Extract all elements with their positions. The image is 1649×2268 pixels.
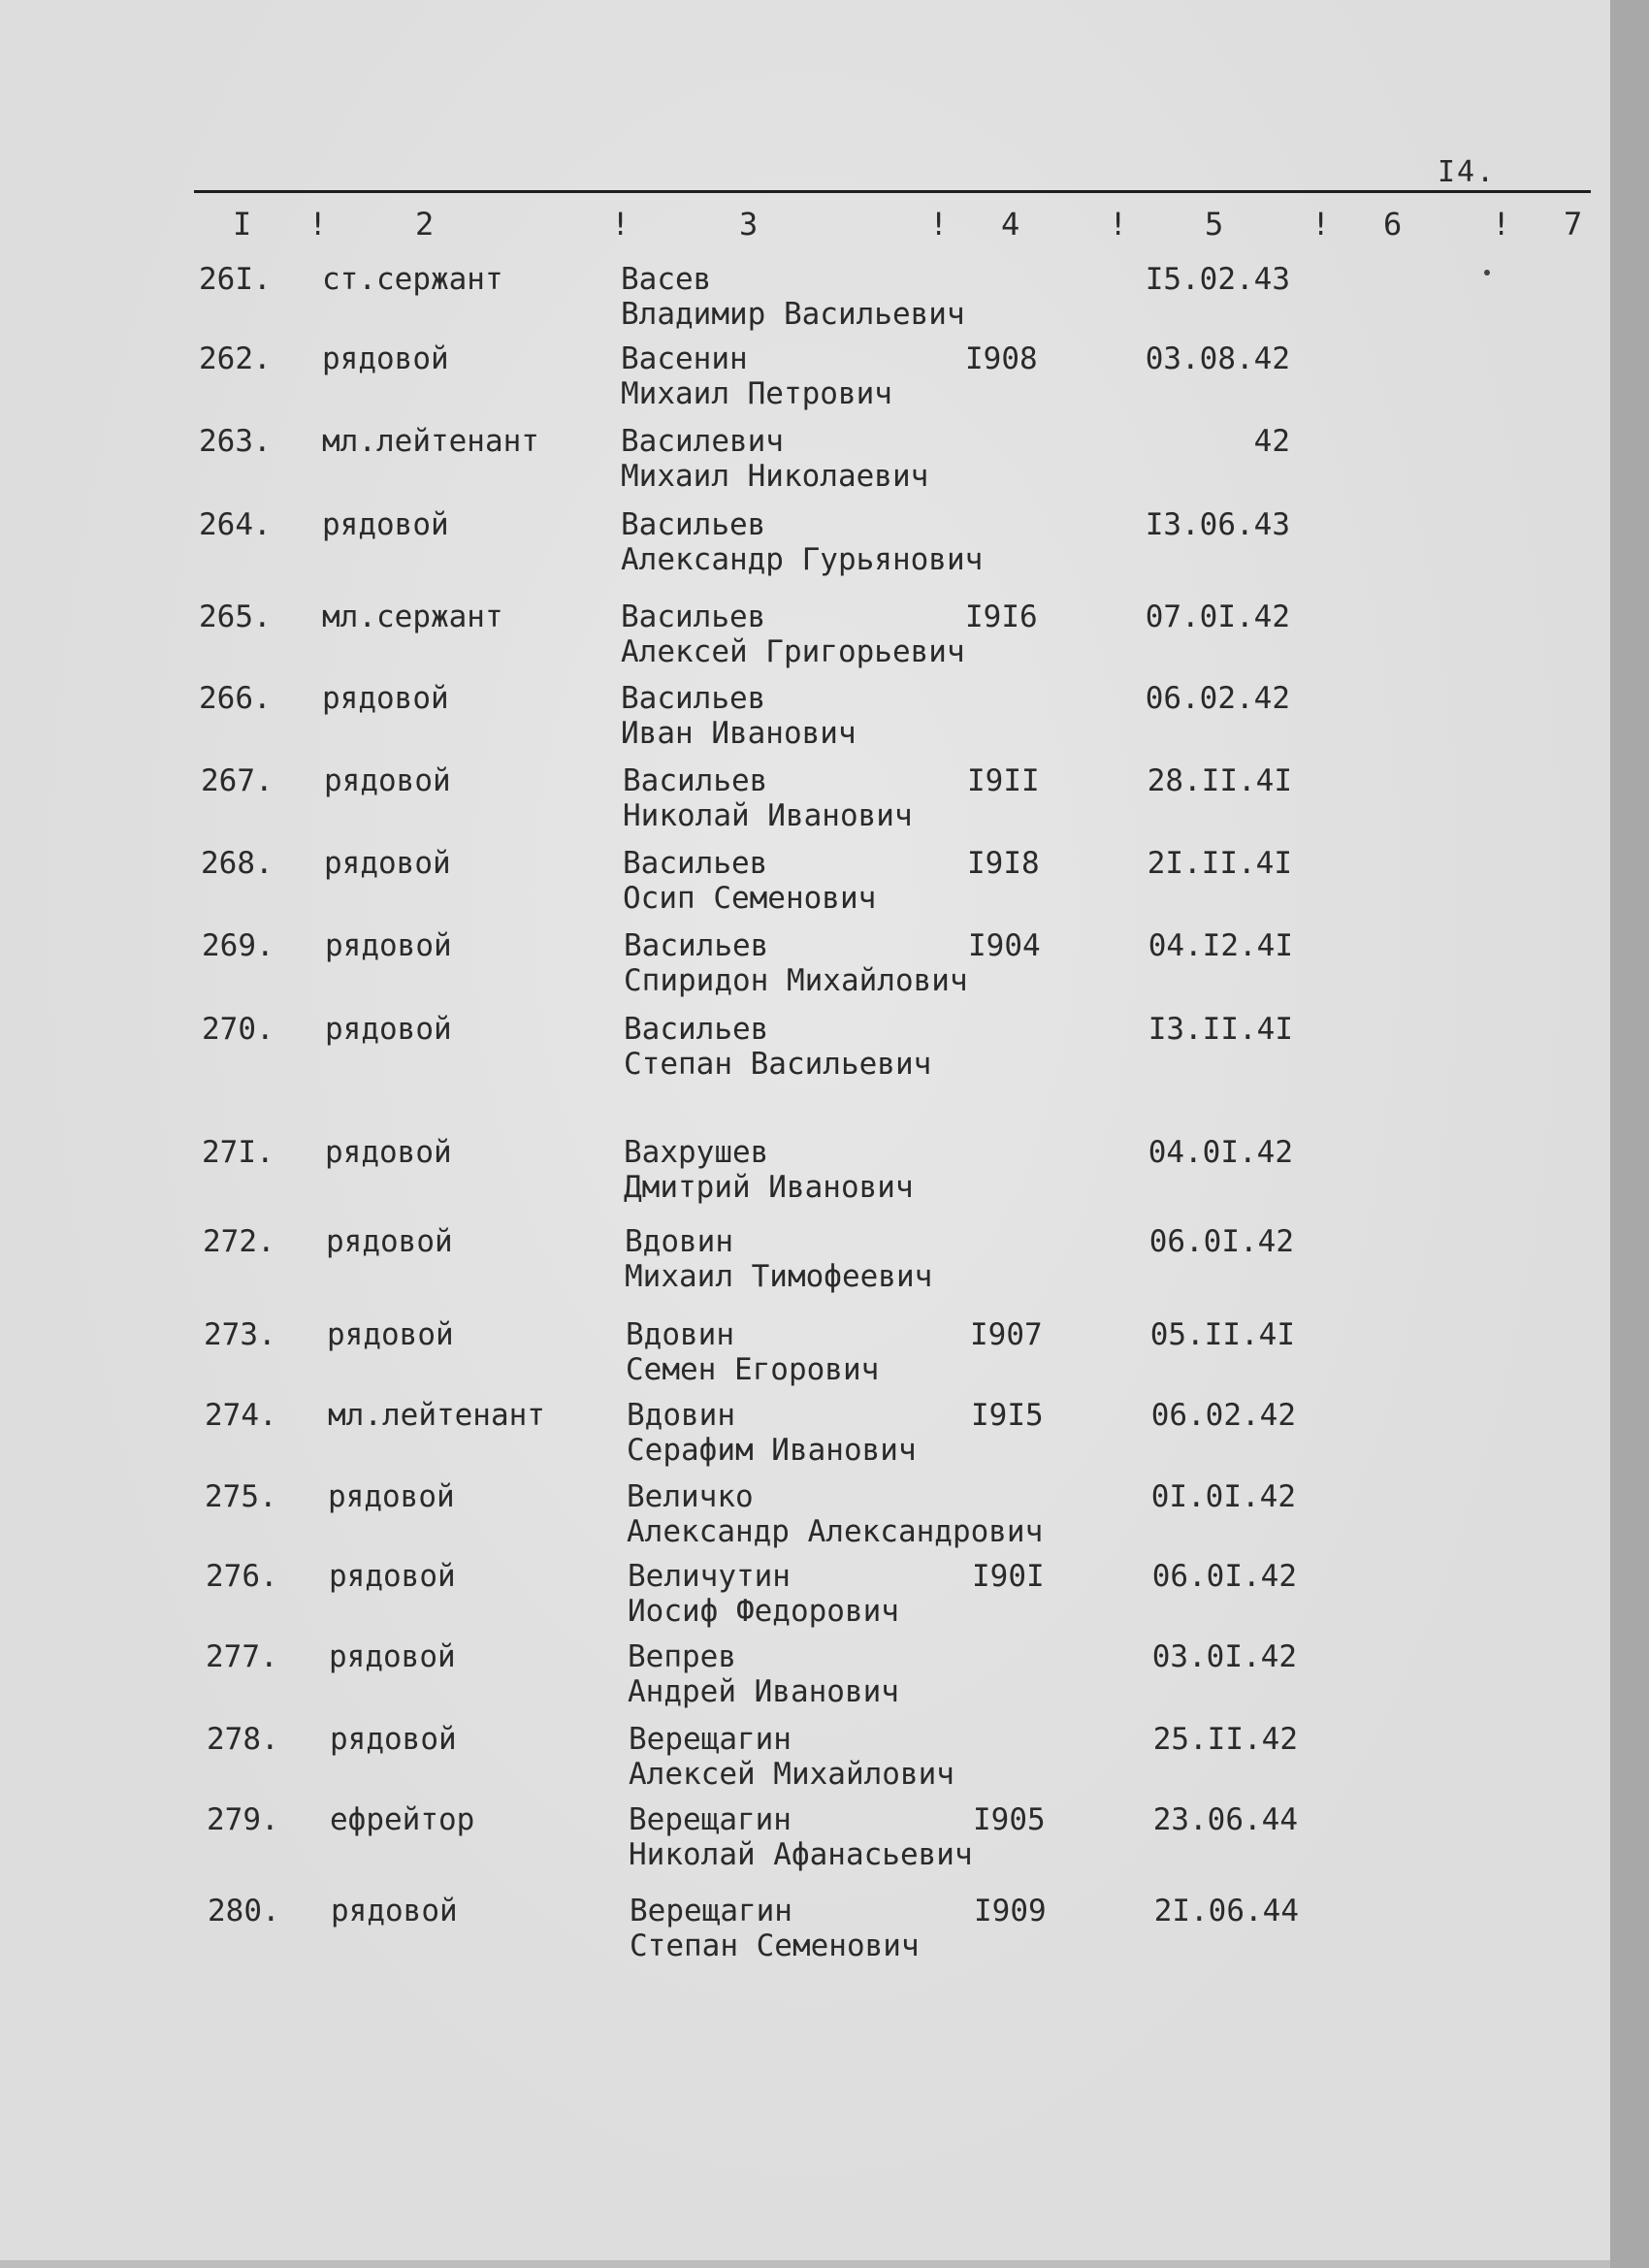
military-rank: рядовой (327, 1317, 454, 1352)
record-number: 279. (207, 1802, 279, 1837)
table-row (0, 681, 1610, 759)
date-value: I3.06.43 (1145, 507, 1290, 542)
record-number: 266. (199, 681, 272, 716)
table-row (8, 1802, 1618, 1880)
column-separator: ! (1109, 206, 1128, 243)
surname: Василевич (621, 424, 784, 459)
military-rank: рядовой (325, 928, 452, 963)
surname: Васильев (623, 763, 768, 798)
given-names: Иосиф Федорович (628, 1594, 899, 1629)
surname: Вдовин (627, 1398, 735, 1433)
table-row (3, 1012, 1613, 1089)
given-names: Серафим Иванович (627, 1433, 917, 1468)
military-rank: рядовой (329, 1639, 456, 1674)
record-number: 268. (201, 846, 274, 881)
column-header-5: 5 (1205, 206, 1224, 243)
given-names: Осип Семенович (623, 881, 877, 916)
full-name (621, 341, 892, 411)
military-rank: рядовой (330, 1722, 457, 1757)
military-rank: рядовой (326, 1224, 453, 1259)
surname: Вдовин (625, 1224, 733, 1259)
military-rank: мл.сержант (322, 599, 503, 634)
military-rank: рядовой (325, 1012, 452, 1047)
date-value: 06.0I.42 (1151, 1559, 1297, 1594)
full-name (625, 1224, 932, 1294)
date-value: 07.0I.42 (1145, 599, 1290, 634)
military-rank: рядовой (322, 341, 449, 376)
surname: Васильев (624, 1012, 769, 1047)
table-row (9, 1894, 1619, 1971)
table-row (6, 1398, 1616, 1475)
record-number: 27I. (202, 1135, 275, 1170)
surname: Верещагин (630, 1894, 792, 1928)
military-rank: рядовой (322, 507, 449, 542)
given-names: Степан Васильевич (624, 1047, 932, 1082)
date-value: 03.08.42 (1145, 341, 1290, 376)
surname: Вепрев (628, 1639, 736, 1674)
birth-year: I9I5 (971, 1398, 1044, 1433)
military-rank: рядовой (331, 1894, 458, 1928)
full-name (621, 599, 965, 669)
full-name (629, 1722, 954, 1792)
table-row (0, 507, 1610, 585)
table-row (2, 846, 1612, 923)
given-names: Андрей Иванович (628, 1674, 899, 1709)
table-row (4, 1224, 1614, 1302)
birth-year: I908 (965, 341, 1038, 376)
table-row (7, 1639, 1617, 1717)
column-header-2: 2 (415, 206, 435, 243)
full-name (624, 928, 968, 998)
birth-year: I909 (974, 1894, 1047, 1928)
record-number: 272. (203, 1224, 275, 1259)
given-names: Иван Иванович (621, 716, 857, 751)
given-names: Александр Гурьянович (621, 542, 984, 577)
header-rule (194, 190, 1591, 193)
given-names: Алексей Михайлович (629, 1757, 954, 1792)
surname: Величко (627, 1479, 754, 1514)
table-row (2, 763, 1612, 841)
military-rank: рядовой (322, 681, 449, 716)
surname: Вахрушев (624, 1135, 769, 1170)
given-names: Алексей Григорьевич (621, 634, 965, 669)
military-rank: мл.лейтенант (322, 424, 539, 459)
record-number: 26I. (199, 262, 272, 297)
given-names: Николай Иванович (623, 798, 913, 833)
full-name (628, 1639, 899, 1709)
full-name (628, 1559, 899, 1629)
given-names: Семен Егорович (626, 1352, 880, 1387)
birth-year: I9II (967, 763, 1040, 798)
column-separator: ! (611, 206, 630, 243)
birth-year: I9I6 (965, 599, 1038, 634)
surname: Васенин (621, 341, 748, 376)
full-name (629, 1802, 973, 1872)
full-name (627, 1398, 917, 1468)
military-rank: рядовой (328, 1479, 455, 1514)
given-names: Михаил Петрович (621, 376, 892, 411)
record-number: 263. (199, 424, 272, 459)
column-header-6: 6 (1383, 206, 1403, 243)
surname: Васев (621, 262, 712, 297)
full-name (626, 1317, 879, 1387)
full-name (621, 262, 965, 332)
military-rank: мл.лейтенант (328, 1398, 545, 1433)
date-value: 04.I2.4I (1148, 928, 1293, 963)
column-separator: ! (929, 206, 949, 243)
column-separator: ! (1492, 206, 1511, 243)
surname: Величутин (628, 1559, 791, 1594)
birth-year: I904 (968, 928, 1041, 963)
column-header-3: 3 (739, 206, 759, 243)
column-header-7: 7 (1564, 206, 1583, 243)
table-row (8, 1722, 1618, 1799)
date-value: 2I.II.4I (1147, 846, 1292, 881)
full-name (621, 424, 928, 494)
table-row (5, 1317, 1615, 1395)
military-rank: ст.сержант (322, 262, 503, 297)
date-value: 2I.06.44 (1153, 1894, 1299, 1928)
date-value: 05.II.4I (1149, 1317, 1295, 1352)
date-value: 23.06.44 (1152, 1802, 1298, 1837)
surname: Васильев (624, 928, 769, 963)
full-name (623, 763, 913, 833)
date-value: I3.II.4I (1148, 1012, 1293, 1047)
table-row (7, 1559, 1617, 1636)
date-value: 06.0I.42 (1148, 1224, 1294, 1259)
given-names: Михаил Тимофеевич (625, 1259, 933, 1294)
column-header-row (0, 206, 1610, 244)
surname: Верещагин (629, 1802, 792, 1837)
date-value: I5.02.43 (1145, 262, 1290, 297)
given-names: Спиридон Михайлович (624, 963, 968, 998)
table-row (3, 928, 1613, 1006)
full-name (621, 507, 983, 577)
military-rank: рядовой (324, 846, 451, 881)
full-name (627, 1479, 1043, 1549)
table-row (0, 341, 1610, 419)
table-row (6, 1479, 1616, 1557)
birth-year: I90I (972, 1559, 1045, 1594)
military-rank: рядовой (324, 763, 451, 798)
date-value: 28.II.4I (1147, 763, 1292, 798)
record-number: 278. (207, 1722, 279, 1757)
date-value: 0I.0I.42 (1150, 1479, 1296, 1514)
record-number: 277. (206, 1639, 278, 1674)
date-value: 06.02.42 (1145, 681, 1290, 716)
column-header-1: I (233, 206, 252, 243)
date-value: 25.II.42 (1152, 1722, 1298, 1757)
table-row (0, 262, 1610, 340)
record-number: 275. (205, 1479, 277, 1514)
table-row (3, 1135, 1613, 1213)
birth-year: I907 (970, 1317, 1043, 1352)
birth-year: I905 (973, 1802, 1046, 1837)
record-number: 273. (204, 1317, 276, 1352)
table-row (0, 599, 1610, 677)
full-name (621, 681, 857, 751)
given-names: Михаил Николаевич (621, 459, 929, 494)
date-value: 04.0I.42 (1148, 1135, 1293, 1170)
surname: Васильев (621, 681, 766, 716)
surname: Верещагин (629, 1722, 792, 1757)
military-rank: рядовой (325, 1135, 452, 1170)
given-names: Владимир Васильевич (621, 297, 965, 332)
column-separator: ! (1311, 206, 1331, 243)
surname: Вдовин (626, 1317, 734, 1352)
record-number: 270. (202, 1012, 275, 1047)
given-names: Александр Александрович (627, 1514, 1044, 1549)
record-number: 280. (208, 1894, 280, 1928)
full-name (623, 846, 876, 916)
record-number: 265. (199, 599, 272, 634)
table-row (0, 424, 1610, 502)
record-number: 274. (205, 1398, 277, 1433)
date-value: 06.02.42 (1150, 1398, 1296, 1433)
military-rank: рядовой (329, 1559, 456, 1594)
record-number: 267. (201, 763, 274, 798)
given-names: Степан Семенович (630, 1928, 920, 1963)
full-name (630, 1894, 920, 1963)
full-name (624, 1012, 931, 1082)
record-number: 264. (199, 507, 272, 542)
birth-year: I9I8 (967, 846, 1040, 881)
date-value: 42 (1253, 424, 1290, 459)
military-rank: ефрейтор (330, 1802, 475, 1837)
given-names: Дмитрий Иванович (624, 1170, 914, 1205)
record-number: 269. (202, 928, 275, 963)
scan-edge (1610, 0, 1649, 2268)
full-name (624, 1135, 914, 1205)
surname: Васильев (621, 507, 766, 542)
surname: Васильев (621, 599, 766, 634)
given-names: Николай Афанасьевич (629, 1837, 973, 1872)
record-number: 262. (199, 341, 272, 376)
column-separator: ! (308, 206, 328, 243)
date-value: 03.0I.42 (1151, 1639, 1297, 1674)
surname: Васильев (623, 846, 768, 881)
page-number: I4. (1438, 155, 1497, 189)
column-header-4: 4 (1001, 206, 1020, 243)
record-number: 276. (206, 1559, 278, 1594)
